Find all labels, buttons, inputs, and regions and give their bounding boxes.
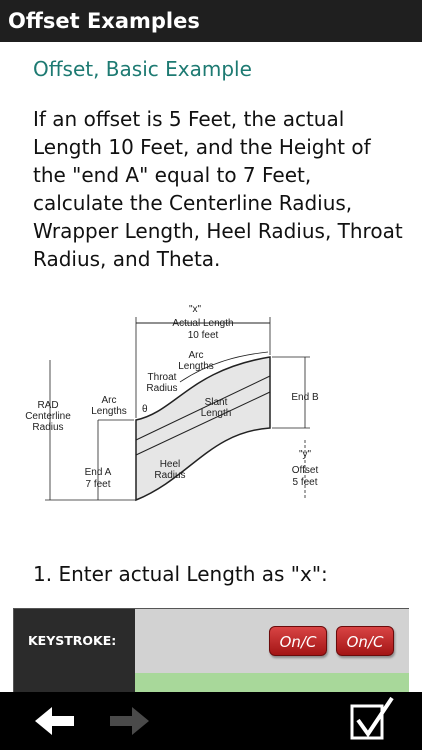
seven-feet-label: 7 feet [85, 479, 111, 490]
keystroke-label: KEYSTROKE: [14, 609, 135, 673]
on-c-key-1[interactable]: On/C [269, 626, 327, 656]
app-title-bar [0, 0, 422, 42]
step-instruction: 1. Enter actual Length as "x": [33, 562, 328, 586]
lengths-label-top: Lengths [178, 361, 214, 372]
end-a-label: End A [84, 467, 112, 478]
slant-label: Slant [204, 397, 228, 408]
centerline-radius-label: Radius [32, 422, 64, 433]
five-feet-label: 5 feet [292, 477, 318, 488]
display-label-cell [14, 673, 135, 693]
theta-label: θ [142, 404, 148, 415]
throat-radius-label: Radius [146, 383, 178, 394]
on-c-key-2[interactable]: On/C [336, 626, 394, 656]
heel-label: Heel [159, 459, 181, 470]
offset-diagram [10, 300, 412, 510]
section-subtitle: Offset, Basic Example [33, 57, 252, 81]
arc-label-left: Arc [101, 395, 117, 406]
display-cell [135, 673, 409, 693]
heel-radius-label: Radius [154, 470, 186, 481]
checkbox-check-icon[interactable] [346, 692, 398, 750]
x-marker-label: "x" [188, 304, 202, 315]
keystroke-table [13, 608, 409, 692]
rad-label: RAD [37, 400, 59, 411]
arc-label-top: Arc [188, 350, 204, 361]
y-marker-label: "y" [298, 449, 312, 460]
centerline-label: Centerline [25, 411, 71, 422]
bottom-nav-bar [0, 692, 422, 750]
actual-length-label: Actual Length [172, 318, 234, 329]
slant-length-label: Length [200, 408, 232, 419]
problem-statement: If an offset is 5 Feet, the actual Length 10 Feet, and the Height of the "end A" equal to 7 Feet, calculate the Centerline Radius, Wrapper Length, Heel Radius, Throat Radius, and Theta. [33, 107, 403, 271]
ten-feet-label: 10 feet [187, 330, 219, 341]
end-b-label: End B [291, 392, 319, 403]
page-title: Offset Examples [8, 9, 200, 33]
offset-label: Offset [291, 465, 319, 476]
throat-label: Throat [147, 372, 177, 383]
lengths-label-left: Lengths [91, 406, 127, 417]
arrow-right-icon[interactable] [104, 692, 154, 750]
arrow-left-icon[interactable] [30, 692, 80, 750]
keystroke-cell [135, 609, 409, 673]
